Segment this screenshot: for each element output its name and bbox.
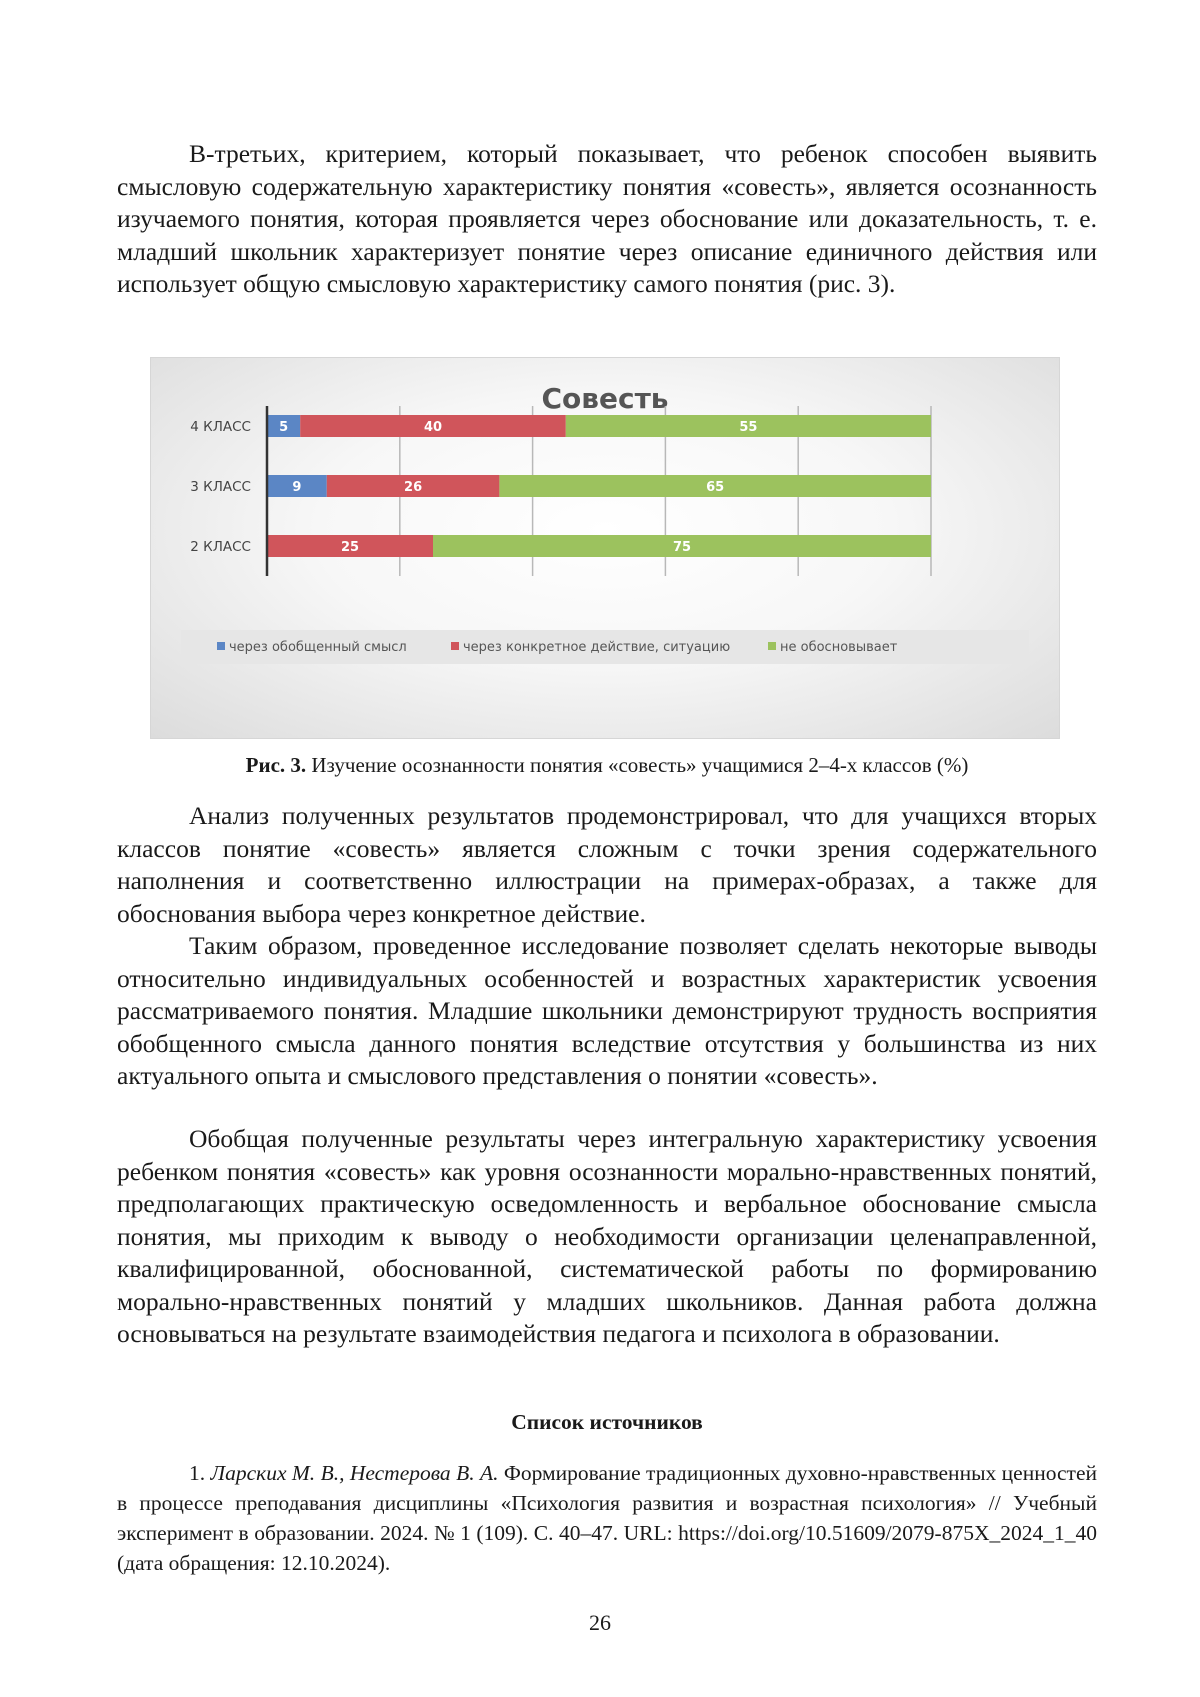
reference-authors: Ларских М. В., Нестерова В. А. xyxy=(210,1461,499,1485)
bar-value-label: 75 xyxy=(672,540,692,555)
category-label: 4 КЛАСС xyxy=(190,419,251,435)
bar-value-label: 25 xyxy=(340,540,360,555)
caption-text: Изучение осознанности понятия «совесть» учащимися 2–4-х классов (%) xyxy=(306,753,969,777)
bar-value-label: 55 xyxy=(739,420,758,435)
paragraph-summary: Обобщая полученные результаты через интегральную характеристику усвоения ребенком понятия «совесть» как уровня осознанности морально-нравственных понятий, предполагающих практическую осведомленность и вербальное обоснование смысла понятия, мы приходим к выводу о необходимости организации целенаправленной, квалифицированной, обоснованной, систематической работы по формированию морально-нравственных понятий у младших школьников. Данная работа должна основываться на результате взаимодействия педагога и психолога в образовании. xyxy=(117,1124,1097,1348)
bar-value-label: 65 xyxy=(706,480,725,495)
reference-item xyxy=(117,1458,1097,1578)
legend-label: через обобщенный смысл xyxy=(229,640,407,655)
figure-chart xyxy=(150,357,1060,739)
legend xyxy=(217,640,898,655)
paragraph-criterion: В-третьих, критерием, который показывает, что ребенок способен выявить смысловую содержательную характеристику понятия «совесть», является осознанность изучаемого понятия, которая проявляется через обоснование или доказательность, т. е. младший школьник характеризует понятие через описание единичного действия или использует общую смысловую характеристику самого понятия (рис. 3). xyxy=(117,139,1097,298)
legend-swatch xyxy=(451,642,459,650)
stacked-bar-chart xyxy=(151,358,1059,738)
page-number: 26 xyxy=(589,1610,611,1635)
figure-caption xyxy=(117,752,1097,778)
category-label: 2 КЛАСС xyxy=(190,539,251,555)
bar-value-label: 26 xyxy=(404,480,423,495)
paragraph-analysis: Анализ полученных результатов продемонстрировал, что для учащихся вторых классов понятие «совесть» является сложным с точки зрения содержательного наполнения и соответственно иллюстрации на примерах-образах, а также для обоснования выбора через конкретное действие. xyxy=(117,801,1097,928)
category-axis xyxy=(190,406,267,576)
bar-value-label: 5 xyxy=(279,420,289,435)
bar-value-label: 9 xyxy=(292,480,302,495)
references-heading: Список источников xyxy=(511,1410,703,1434)
legend-swatch xyxy=(768,642,776,650)
legend-label: не обосновывает xyxy=(780,640,898,655)
reference-text: Формирование традиционных духовно-нравственных ценностей в процессе преподавания дисциплины «Психология развития и возрастная психология» // Учебный эксперимент в образовании. 2024. № 1 (109). С. 40–47. URL: https://doi.org/10.51609/2079-875X_2024_1_40 (дата обращения: 12.10.2024). xyxy=(117,1461,1097,1575)
legend-swatch xyxy=(217,642,225,650)
category-label: 3 КЛАСС xyxy=(190,479,251,495)
legend-label: через конкретное действие, ситуацию xyxy=(463,640,731,655)
bars xyxy=(267,415,931,557)
reference-number: 1. xyxy=(189,1461,206,1485)
chart-title: Совесть xyxy=(541,382,669,415)
caption-label: Рис. 3. xyxy=(245,753,307,777)
paragraph-conclusion: Таким образом, проведенное исследование позволяет сделать некоторые выводы относительно индивидуальных особенностей и возрастных характеристик усвоения рассматриваемого понятия. Младшие школьники демонстрируют трудность восприятия обобщенного смысла данного понятия вследствие отсутствия у большинства из них актуального опыта и смыслового представления о понятии «совесть». xyxy=(117,931,1097,1090)
bar-value-label: 40 xyxy=(423,420,443,435)
